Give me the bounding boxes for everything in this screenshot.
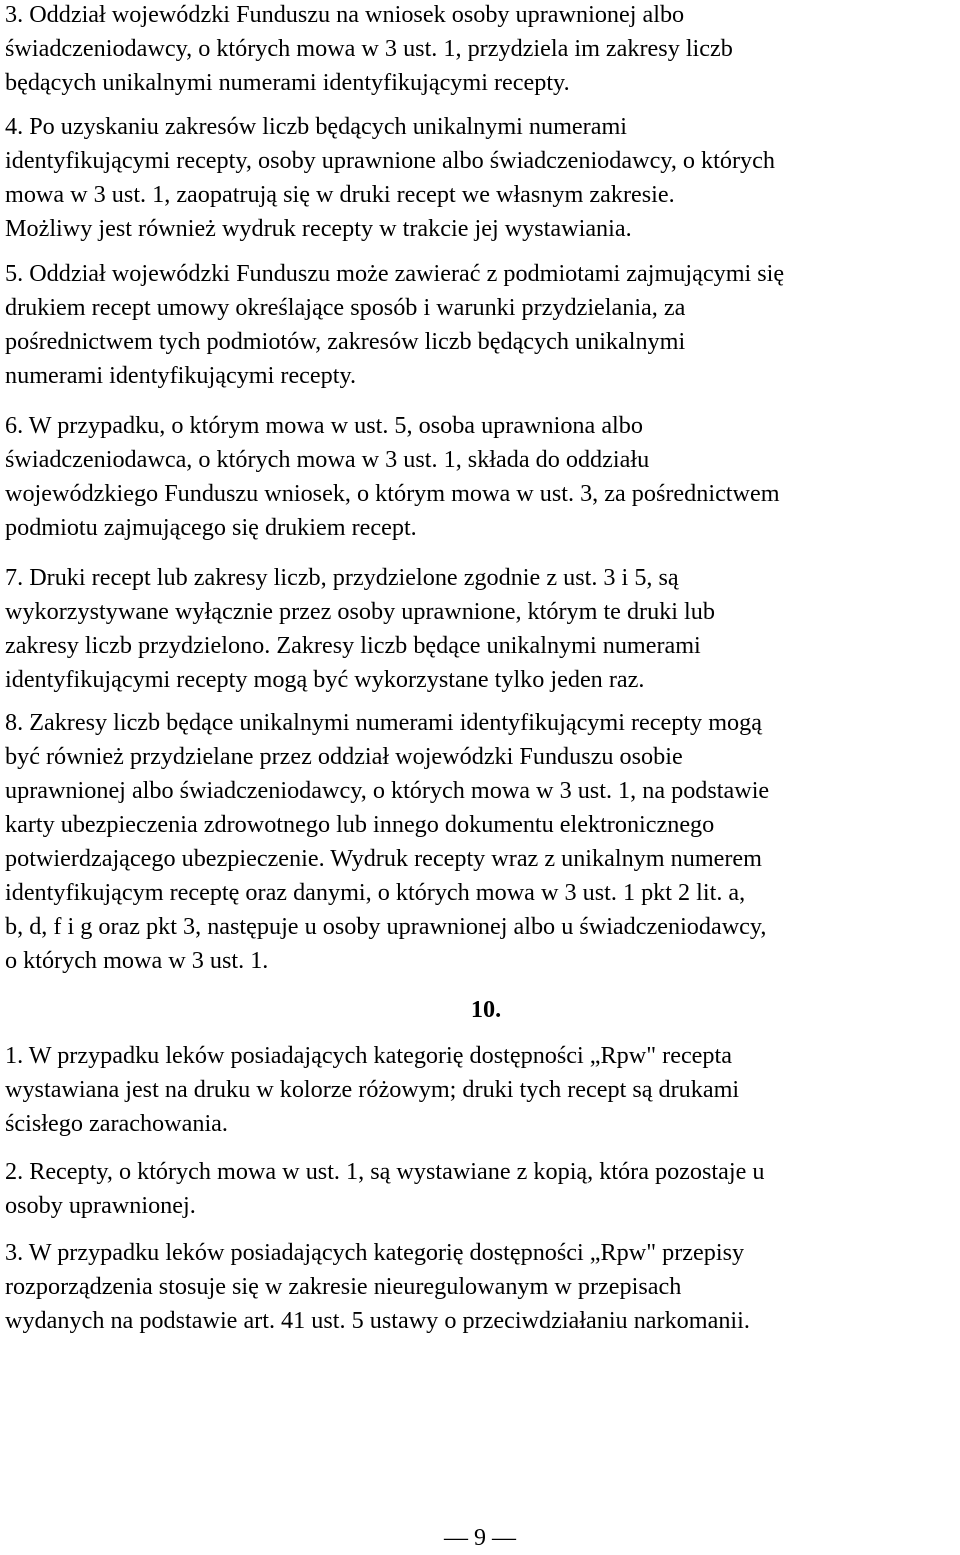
text-line: 3. Oddział wojewódzki Funduszu na wniosek osoby uprawnionej albo [5,1,685,28]
text-line: 7. Druki recept lub zakresy liczb, przydzielone zgodnie z ust. 3 i 5, są [5,564,679,591]
text-line: mowa w 3 ust. 1, zaopatrują się w druki recept we własnym zakresie. [5,181,675,208]
page-number-value: 9 [474,1525,486,1551]
text-line: ścisłego zarachowania. [5,1110,228,1137]
text-line: b, d, f i g oraz pkt 3, następuje u osoby uprawnionej albo u świadczeniodawcy, [5,913,767,940]
text-line: uprawnionej albo świadczeniodawcy, o których mowa w 3 ust. 1, na podstawie [5,777,770,804]
text-line: 8. Zakresy liczb będące unikalnymi numerami identyfikującymi recepty mogą [5,709,762,736]
text-line: pośrednictwem tych podmiotów, zakresów liczb będących unikalnymi [5,328,686,355]
section-heading: 10. [470,996,502,1023]
text-line: wystawiana jest na druku w kolorze różowym; druki tych recept są drukami [5,1076,740,1103]
paragraph-10-3 [5,1236,750,1338]
text-line: świadczeniodawca, o których mowa w 3 ust. 1, składa do oddziału [5,446,650,473]
text-line: rozporządzenia stosuje się w zakresie nieuregulowanym w przepisach [5,1273,682,1300]
text-line: o których mowa w 3 ust. 1. [5,947,269,974]
text-line: wydanych na podstawie art. 41 ust. 5 ustawy o przeciwdziałaniu narkomanii. [5,1307,750,1334]
text-line: identyfikującymi recepty mogą być wykorzystane tylko jeden raz. [5,666,645,693]
text-line: 5. Oddział wojewódzki Funduszu może zawierać z podmiotami zajmującymi się [5,260,785,287]
paragraph-6 [5,409,780,545]
text-line: 3. W przypadku leków posiadających kategorię dostępności „Rpw" przepisy [5,1239,745,1266]
page-number: — 9 — [444,1525,516,1551]
text-line: identyfikującymi recepty, osoby uprawnione albo świadczeniodawcy, o których [5,147,775,174]
paragraph-10-1 [5,1039,739,1141]
paragraph-5 [5,257,784,393]
text-line: Możliwy jest również wydruk recepty w trakcie jej wystawiania. [5,215,632,242]
text-line: podmiotu zajmującego się drukiem recept. [5,514,417,541]
text-line: 4. Po uzyskaniu zakresów liczb będących unikalnymi numerami [5,113,627,140]
paragraph-4 [5,110,775,246]
text-line: świadczeniodawcy, o których mowa w 3 ust. 1, przydziela im zakresy liczb [5,35,733,62]
text-line: wojewódzkiego Funduszu wniosek, o którym mowa w ust. 3, za pośrednictwem [5,480,780,507]
text-line: karty ubezpieczenia zdrowotnego lub innego dokumentu elektronicznego [5,811,715,838]
text-line: numerami identyfikującymi recepty. [5,362,357,389]
text-line: 2. Recepty, o których mowa w ust. 1, są wystawiane z kopią, która pozostaje u [5,1158,765,1185]
text-line: będących unikalnymi numerami identyfikującymi recepty. [5,69,570,96]
paragraph-7 [5,561,715,697]
text-line: osoby uprawnionej. [5,1192,196,1219]
paragraph-8 [5,706,769,978]
text-line: wykorzystywane wyłącznie przez osoby uprawnione, którym te druki lub [5,598,715,625]
text-line: drukiem recept umowy określające sposób i warunki przydzielania, za [5,294,686,321]
text-line: zakresy liczb przydzielono. Zakresy liczb będące unikalnymi numerami [5,632,701,659]
paragraph-3 [5,0,733,100]
text-line: 1. W przypadku leków posiadających kategorię dostępności „Rpw" recepta [5,1042,732,1069]
text-line: być również przydzielane przez oddział wojewódzki Funduszu osobie [5,743,683,770]
paragraph-10-2 [5,1155,764,1223]
text-line: potwierdzającego ubezpieczenie. Wydruk recepty wraz z unikalnym numerem [5,845,762,872]
text-line: 6. W przypadku, o którym mowa w ust. 5, osoba uprawniona albo [5,412,643,439]
text-line: identyfikującym receptę oraz danymi, o których mowa w 3 ust. 1 pkt 2 lit. a, [5,879,746,906]
